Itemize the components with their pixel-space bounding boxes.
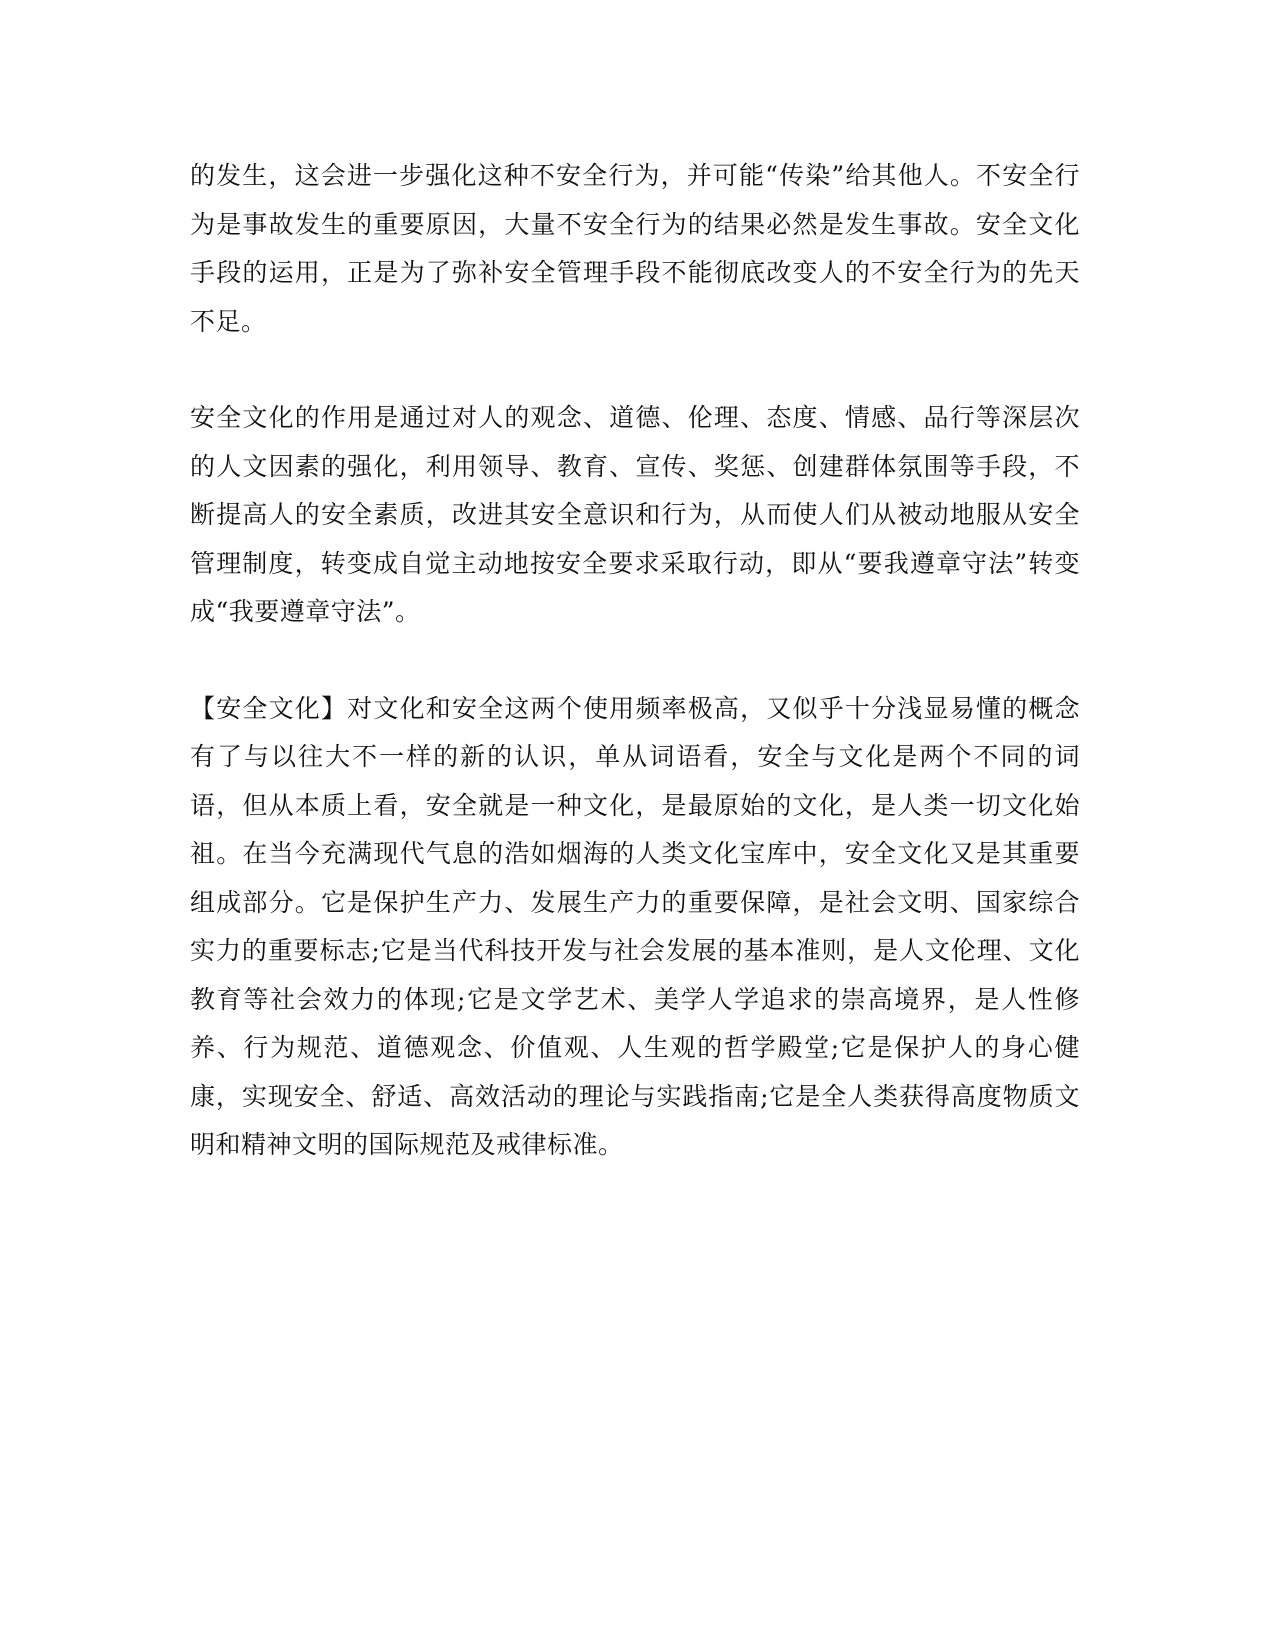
paragraph-2: 安全文化的作用是通过对人的观念、道德、伦理、态度、情感、品行等深层次的人文因素的强化，利用领导、教育、宣传、奖惩、创建群体氛围等手段，不断提高人的安全素质，改进其安全意识和行为，从而使人们从被动地服从安全管理制度，转变成自觉主动地按安全要求采取行动，即从“要我遵章守法”转变成“我要遵章守法”。 — [190, 403, 1080, 626]
paragraph-1: 的发生，这会进一步强化这种不安全行为，并可能“传染”给其他人。不安全行为是事故发生的重要原因，大量不安全行为的结果必然是发生事故。安全文化手段的运用，正是为了弥补安全管理手段不能彻底改变人的不安全行为的先天不足。 — [190, 161, 1080, 336]
paragraph-3: 【安全文化】对文化和安全这两个使用频率极高，又似乎十分浅显易懂的概念有了与以往大不一样的新的认识，单从词语看，安全与文化是两个不同的词语，但从本质上看，安全就是一种文化，是最原始的文化，是人类一切文化始祖。在当今充满现代气息的浩如烟海的人类文化宝库中，安全文化又是其重要组成部分。它是保护生产力、发展生产力的重要保障，是社会文明、国家综合实力的重要标志;它是当代科技开发与社会发展的基本准则，是人文伦理、文化教育等社会效力的体现;它是文学艺术、美学人学追求的崇高境界，是人性修养、行为规范、道德观念、价值观、人生观的哲学殿堂;它是保护人的身心健康，实现安全、舒适、高效活动的理论与实践指南;它是全人类获得高度物质文明和精神文明的国际规范及戒律标准。 — [190, 693, 1080, 1159]
document-body — [190, 152, 1080, 1170]
